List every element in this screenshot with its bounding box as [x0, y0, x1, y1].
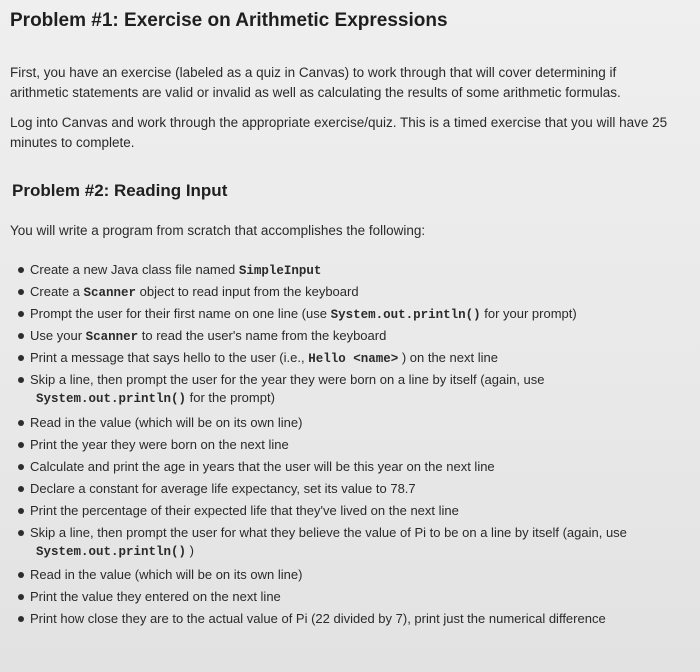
bullet-icon [18, 572, 24, 578]
inline-code: System.out.println() [330, 308, 481, 322]
bullet-icon [18, 311, 24, 317]
list-item: Read in the value (which will be on its own line) [30, 414, 302, 432]
problem2-heading: Problem #2: Reading Input [12, 181, 228, 200]
list-item: Create a Scanner object to read input from the keyboard [30, 283, 359, 302]
list-item: Read in the value (which will be on its own line) [30, 566, 302, 584]
problem2-intro: You will write a program from scratch that accomplishes the following: [10, 223, 426, 238]
problem1-paragraph-2 [10, 113, 667, 153]
list-item: Skip a line, then prompt the user for what they believe the value of Pi to be on a line by itself (again, use System.out.println() ) [30, 524, 627, 561]
list-item: Print a message that says hello to the user (i.e., Hello <name> ) on the next line [30, 349, 498, 368]
bullet-icon [18, 486, 24, 492]
inline-code: Scanner [83, 286, 136, 300]
problem1-paragraph-1 [10, 63, 621, 103]
list-item: Declare a constant for average life expectancy, set its value to 78.7 [30, 480, 416, 498]
bullet-icon [18, 333, 24, 339]
list-item: Print the year they were born on the next line [30, 436, 289, 454]
list-item: Print the value they entered on the next line [30, 588, 281, 606]
list-item: Print how close they are to the actual value of Pi (22 divided by 7), print just the numerical difference [30, 610, 606, 628]
list-item: Print the percentage of their expected life that they've lived on the next line [30, 502, 459, 520]
bullet-icon [18, 442, 24, 448]
inline-code: System.out.println() [36, 392, 187, 406]
inline-code: Hello <name> [308, 352, 399, 366]
bullet-icon [18, 616, 24, 622]
list-item: Skip a line, then prompt the user for the year they were born on a line by itself (again, use System.out.println() for the prompt) [30, 371, 545, 408]
bullet-icon [18, 355, 24, 361]
bullet-icon [18, 594, 24, 600]
inline-code: Scanner [85, 330, 139, 344]
list-item: Use your Scanner to read the user's name from the keyboard [30, 327, 386, 346]
bullet-icon [18, 530, 24, 536]
problem1-para1-line1: First, you have an exercise (labeled as a quiz in Canvas) to work through that will cover determining if [10, 65, 617, 80]
list-item: Calculate and print the age in years that the user will be this year on the next line [30, 458, 495, 476]
bullet-icon [18, 267, 24, 273]
bullet-icon [18, 289, 24, 295]
bullet-icon [18, 420, 24, 426]
inline-code: SimpleInput [238, 264, 322, 278]
problem1-para2-line1: Log into Canvas and work through the appropriate exercise/quiz. This is a timed exercise that you will have 25 [10, 115, 668, 130]
bullet-icon [18, 464, 24, 470]
inline-code: System.out.println() [36, 545, 187, 559]
list-item: Create a new Java class file named SimpleInput [30, 261, 321, 280]
problem1-para2-line2: minutes to complete. [10, 135, 135, 150]
problem1-heading: Problem #1: Exercise on Arithmetic Expressions [10, 10, 448, 31]
problem1-para1-line2: arithmetic statements are valid or invalid as well as calculating the results of some arithmetic formulas. [10, 85, 621, 100]
bullet-icon [18, 377, 24, 383]
list-item: Prompt the user for their first name on one line (use System.out.println() for your prompt) [30, 305, 577, 324]
bullet-icon [18, 508, 24, 514]
